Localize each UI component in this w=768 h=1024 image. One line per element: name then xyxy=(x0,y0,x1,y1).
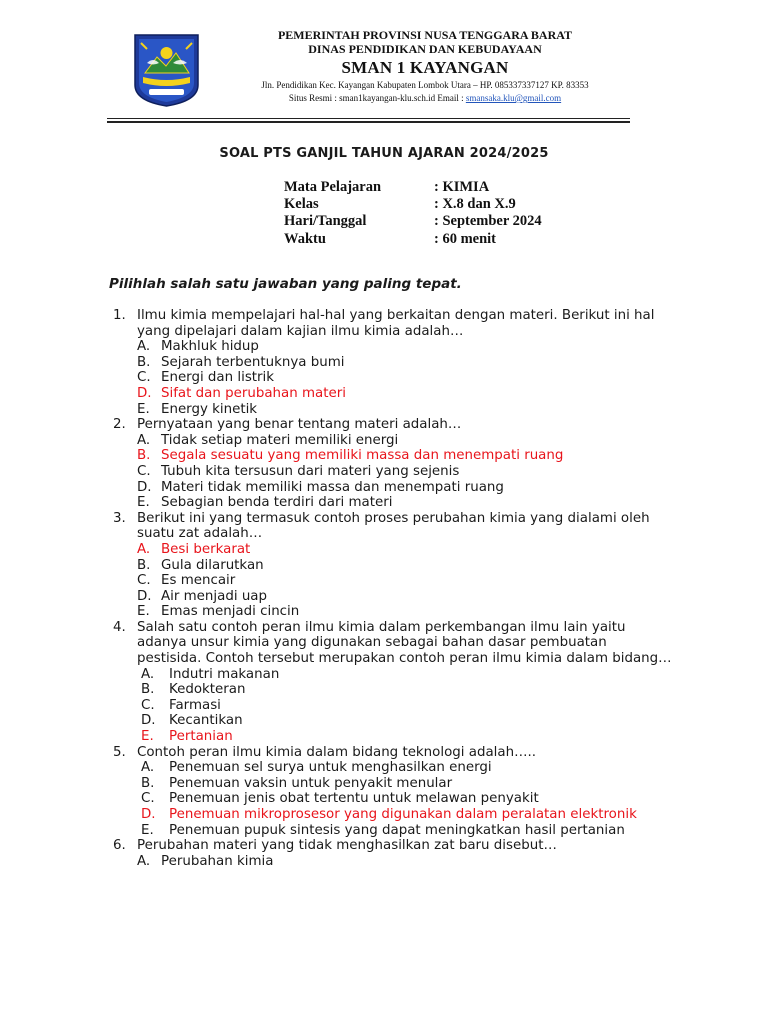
question-text: Salah satu contoh peran ilmu kimia dalam perkembangan ilmu lain yaitu adanya unsur kimia yang digunakan sebagai bahan dasar pembuatan pestisida. Contoh tersebut merupakan contoh peran ilmu kimia dalam bidang… xyxy=(137,619,672,667)
email-link[interactable]: smansaka.klu@gmail.com xyxy=(465,93,562,103)
meta-label: Hari/Tanggal xyxy=(284,213,367,230)
options-6 xyxy=(137,854,673,870)
option-d[interactable]: D. Materi tidak memiliki massa dan menempati ruang xyxy=(137,479,504,495)
letterhead-department: DINAS PENDIDIKAN DAN KEBUDAYAAN xyxy=(308,42,542,56)
question-6 xyxy=(113,838,673,854)
question-4 xyxy=(113,620,673,667)
option-c[interactable]: C. Tubuh kita tersusun dari materi yang sejenis xyxy=(137,463,460,479)
option-e[interactable]: E. Penemuan pupuk sintesis yang dapat meningkatkan hasil pertanian xyxy=(141,822,625,838)
meta-label: Kelas xyxy=(284,196,319,213)
question-5 xyxy=(113,745,673,761)
option-b[interactable]: B. Gula dilarutkan xyxy=(137,557,264,573)
meta-value: : KIMIA xyxy=(434,179,490,195)
options-1 xyxy=(137,339,673,417)
question-number: 3. xyxy=(113,510,126,526)
question-2 xyxy=(113,417,673,433)
question-text: Pernyataan yang benar tentang materi adalah… xyxy=(137,417,462,433)
question-number: 6. xyxy=(113,838,126,854)
option-e[interactable]: E. Energy kinetik xyxy=(137,401,258,417)
option-e-answer[interactable]: E. Pertanian xyxy=(141,729,233,745)
options-4 xyxy=(141,667,673,745)
question-number: 4. xyxy=(113,619,126,635)
letterhead-divider-thick xyxy=(107,121,630,123)
option-e[interactable]: E. Emas menjadi cincin xyxy=(137,604,300,620)
options-5 xyxy=(141,760,673,838)
option-c[interactable]: C. Farmasi xyxy=(141,697,221,713)
options-3 xyxy=(137,542,673,620)
question-1 xyxy=(113,308,673,339)
option-c[interactable]: C. Penemuan jenis obat tertentu untuk melawan penyakit xyxy=(141,791,539,807)
exam-title: SOAL PTS GANJIL TAHUN AJARAN 2024/2025 xyxy=(219,146,549,161)
question-text: Berikut ini yang termasuk contoh proses perubahan kimia yang dialami oleh suatu zat adalah… xyxy=(137,510,650,542)
question-number: 2. xyxy=(113,417,126,433)
letterhead-government: PEMERINTAH PROVINSI NUSA TENGGARA BARAT xyxy=(277,28,573,42)
meta-label: Waktu xyxy=(284,230,326,247)
option-b[interactable]: B. Sejarah terbentuknya bumi xyxy=(137,354,345,370)
options-2 xyxy=(137,433,673,511)
option-a[interactable]: A. Indutri makanan xyxy=(141,666,280,682)
meta-value: : September 2024 xyxy=(434,213,542,230)
instruction: Pilihlah salah satu jawaban yang paling tepat. xyxy=(109,276,462,292)
question-3 xyxy=(113,511,673,542)
option-a[interactable]: A. Perubahan kimia xyxy=(137,853,274,869)
option-e[interactable]: E. Sebagian benda terdiri dari materi xyxy=(137,495,393,511)
ntb-emblem-icon xyxy=(133,33,200,108)
letterhead-website: Situs Resmi : sman1kayangan-klu.sch.id Email : xyxy=(288,93,466,103)
question-text: Contoh peran ilmu kimia dalam bidang teknologi adalah….. xyxy=(137,744,536,760)
question-text: Perubahan materi yang tidak menghasilkan zat baru disebut… xyxy=(137,838,557,854)
option-d[interactable]: D. Kecantikan xyxy=(141,713,243,729)
option-b[interactable]: B. Penemuan vaksin untuk penyakit menular xyxy=(141,775,453,791)
letterhead xyxy=(205,28,645,104)
option-a[interactable]: A. Penemuan sel surya untuk menghasilkan energi xyxy=(141,760,492,776)
question-text: Ilmu kimia mempelajari hal-hal yang berkaitan dengan materi. Berikut ini hal yang dipelajari dalam kajian ilmu kimia adalah… xyxy=(137,308,655,339)
meta-value: : 60 menit xyxy=(434,230,497,247)
option-a-answer[interactable]: A. Besi berkarat xyxy=(137,541,251,557)
option-c[interactable]: C. Es mencair xyxy=(137,573,236,589)
meta-value: : X.8 dan X.9 xyxy=(434,196,516,213)
option-a[interactable]: A. Makhluk hidup xyxy=(137,339,259,355)
option-b[interactable]: B. Kedokteran xyxy=(141,682,246,698)
letterhead-address: Jln. Pendidikan Kec. Kayangan Kabupaten Lombok Utara – HP. 085337337127 KP. 83353 xyxy=(261,80,589,90)
letterhead-school-name: SMAN 1 KAYANGAN xyxy=(341,58,509,77)
question-number: 5. xyxy=(113,744,126,760)
option-b-answer[interactable]: B. Segala sesuatu yang memiliki massa dan menempati ruang xyxy=(137,448,564,464)
letterhead-divider-thin xyxy=(107,118,630,119)
letterhead-contact xyxy=(205,92,645,104)
option-a[interactable]: A. Tidak setiap materi memiliki energi xyxy=(137,432,399,448)
option-d[interactable]: D. Air menjadi uap xyxy=(137,588,268,604)
option-d-answer[interactable]: D. Sifat dan perubahan materi xyxy=(137,385,346,401)
option-d-answer[interactable]: D. Penemuan mikroprosesor yang digunakan dalam peralatan elektronik xyxy=(141,807,637,822)
question-list xyxy=(113,308,673,869)
meta-label: Mata Pelajaran xyxy=(284,179,382,195)
option-c[interactable]: C. Energi dan listrik xyxy=(137,370,275,386)
question-number: 1. xyxy=(113,308,126,323)
